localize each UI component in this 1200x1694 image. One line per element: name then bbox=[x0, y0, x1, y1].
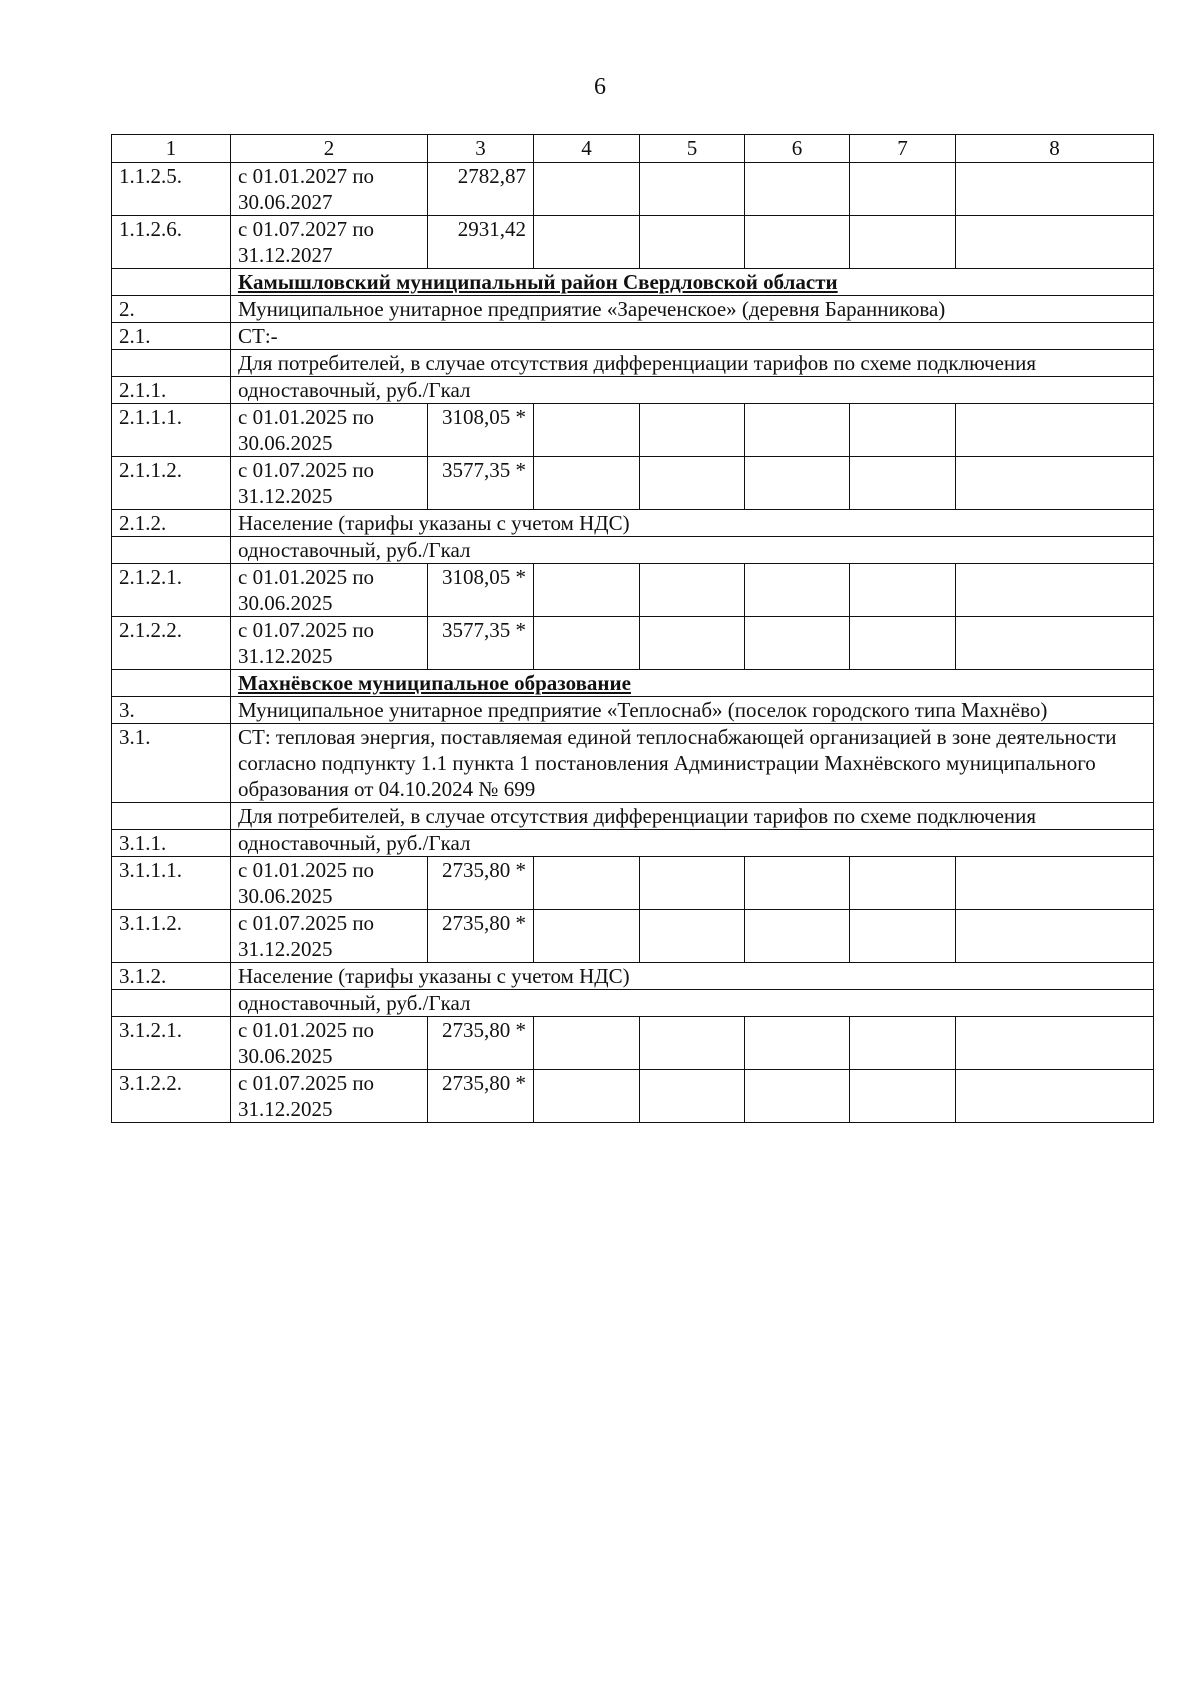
tariff-value-cell: 2782,87 bbox=[428, 163, 534, 216]
row-number-cell: 2.1.2.1. bbox=[112, 564, 231, 617]
tariff-value-cell: 2735,80 * bbox=[428, 1070, 534, 1123]
empty-cell bbox=[956, 216, 1154, 269]
empty-cell bbox=[956, 404, 1154, 457]
empty-cell bbox=[534, 617, 640, 670]
empty-cell bbox=[640, 1070, 745, 1123]
empty-cell bbox=[850, 457, 956, 510]
table-row bbox=[112, 377, 1154, 404]
description-cell: одноставочный, руб./Гкал bbox=[231, 537, 1154, 564]
empty-cell bbox=[745, 163, 850, 216]
table-row bbox=[112, 510, 1154, 537]
row-number-cell bbox=[112, 803, 231, 830]
column-header: 2 bbox=[231, 135, 428, 163]
empty-cell bbox=[850, 617, 956, 670]
row-number-cell: 3.1.1.1. bbox=[112, 857, 231, 910]
empty-cell bbox=[640, 857, 745, 910]
empty-cell bbox=[640, 1017, 745, 1070]
empty-cell bbox=[745, 404, 850, 457]
description-cell: СТ:- bbox=[231, 323, 1154, 350]
empty-cell bbox=[640, 457, 745, 510]
row-number-cell: 3.1.2.1. bbox=[112, 1017, 231, 1070]
section-row bbox=[112, 670, 1154, 697]
column-header: 8 bbox=[956, 135, 1154, 163]
row-number-cell bbox=[112, 350, 231, 377]
row-number-cell: 3.1.1.2. bbox=[112, 910, 231, 963]
column-header: 6 bbox=[745, 135, 850, 163]
empty-cell bbox=[534, 457, 640, 510]
period-cell: с 01.07.2025 по 31.12.2025 bbox=[231, 457, 428, 510]
period-cell: с 01.07.2025 по 31.12.2025 bbox=[231, 1070, 428, 1123]
tariff-value-cell: 3577,35 * bbox=[428, 457, 534, 510]
row-number-cell: 2.1.1.2. bbox=[112, 457, 231, 510]
empty-cell bbox=[850, 1017, 956, 1070]
page-number: 6 bbox=[594, 74, 606, 100]
description-cell: Для потребителей, в случае отсутствия дифференциации тарифов по схеме подключения bbox=[231, 350, 1154, 377]
row-number-cell: 3. bbox=[112, 697, 231, 724]
row-number-cell: 3.1.2.2. bbox=[112, 1070, 231, 1123]
row-number-cell bbox=[112, 537, 231, 564]
table-row bbox=[112, 323, 1154, 350]
table-header-row bbox=[112, 135, 1154, 163]
row-number-cell: 2.1.2. bbox=[112, 510, 231, 537]
description-cell: Для потребителей, в случае отсутствия дифференциации тарифов по схеме подключения bbox=[231, 803, 1154, 830]
table-row bbox=[112, 457, 1154, 510]
row-number-cell: 2.1. bbox=[112, 323, 231, 350]
table-row bbox=[112, 697, 1154, 724]
empty-cell bbox=[534, 216, 640, 269]
empty-cell bbox=[745, 1070, 850, 1123]
empty-cell bbox=[640, 216, 745, 269]
column-header: 7 bbox=[850, 135, 956, 163]
empty-cell bbox=[534, 910, 640, 963]
empty-cell bbox=[850, 216, 956, 269]
column-header: 3 bbox=[428, 135, 534, 163]
description-cell: Муниципальное унитарное предприятие «Теплоснаб» (поселок городского типа Махнёво) bbox=[231, 697, 1154, 724]
period-cell: с 01.07.2025 по 31.12.2025 bbox=[231, 910, 428, 963]
empty-cell bbox=[534, 1070, 640, 1123]
empty-cell bbox=[534, 1017, 640, 1070]
table-row bbox=[112, 350, 1154, 377]
empty-cell bbox=[745, 857, 850, 910]
table-row bbox=[112, 537, 1154, 564]
row-number-cell: 1.1.2.5. bbox=[112, 163, 231, 216]
table-row bbox=[112, 404, 1154, 457]
empty-cell bbox=[640, 617, 745, 670]
table-row bbox=[112, 803, 1154, 830]
period-cell: с 01.01.2025 по 30.06.2025 bbox=[231, 404, 428, 457]
empty-cell bbox=[640, 404, 745, 457]
period-cell: с 01.07.2025 по 31.12.2025 bbox=[231, 617, 428, 670]
empty-cell bbox=[956, 1017, 1154, 1070]
table-row bbox=[112, 296, 1154, 323]
empty-cell bbox=[745, 564, 850, 617]
tariff-value-cell: 3577,35 * bbox=[428, 617, 534, 670]
period-cell: с 01.01.2027 по 30.06.2027 bbox=[231, 163, 428, 216]
column-header: 5 bbox=[640, 135, 745, 163]
period-cell: с 01.07.2027 по 31.12.2027 bbox=[231, 216, 428, 269]
tariff-value-cell: 3108,05 * bbox=[428, 564, 534, 617]
empty-cell bbox=[534, 857, 640, 910]
row-number-cell: 3.1.1. bbox=[112, 830, 231, 857]
description-cell: Муниципальное унитарное предприятие «Зареченское» (деревня Баранникова) bbox=[231, 296, 1154, 323]
column-header: 4 bbox=[534, 135, 640, 163]
description-cell: Население (тарифы указаны с учетом НДС) bbox=[231, 963, 1154, 990]
empty-cell bbox=[956, 564, 1154, 617]
description-cell: одноставочный, руб./Гкал bbox=[231, 830, 1154, 857]
tariff-value-cell: 3108,05 * bbox=[428, 404, 534, 457]
empty-cell bbox=[956, 457, 1154, 510]
empty-cell bbox=[745, 457, 850, 510]
empty-cell bbox=[640, 910, 745, 963]
description-cell: одноставочный, руб./Гкал bbox=[231, 377, 1154, 404]
table-row bbox=[112, 910, 1154, 963]
row-number-cell: 2.1.1.1. bbox=[112, 404, 231, 457]
row-number-cell: 3.1.2. bbox=[112, 963, 231, 990]
row-number-cell: 2. bbox=[112, 296, 231, 323]
period-cell: с 01.01.2025 по 30.06.2025 bbox=[231, 564, 428, 617]
description-cell: Население (тарифы указаны с учетом НДС) bbox=[231, 510, 1154, 537]
table-row bbox=[112, 963, 1154, 990]
empty-cell bbox=[534, 404, 640, 457]
empty-cell bbox=[850, 404, 956, 457]
description-cell: СТ: тепловая энергия, поставляемая единой теплоснабжающей организацией в зоне деятельности согласно подпункту 1.1 пункта 1 постановления Администрации Махнёвского муниципального образования от 04.10.2024 № 699 bbox=[231, 724, 1154, 803]
section-title-cell: Камышловский муниципальный район Свердловской области bbox=[231, 269, 1154, 296]
empty-cell bbox=[745, 1017, 850, 1070]
table-row bbox=[112, 617, 1154, 670]
table-row bbox=[112, 830, 1154, 857]
table-row bbox=[112, 857, 1154, 910]
empty-cell bbox=[956, 857, 1154, 910]
row-number-cell: 1.1.2.6. bbox=[112, 216, 231, 269]
tariff-value-cell: 2735,80 * bbox=[428, 910, 534, 963]
row-number-cell bbox=[112, 670, 231, 697]
tariff-value-cell: 2931,42 bbox=[428, 216, 534, 269]
row-number-cell: 2.1.2.2. bbox=[112, 617, 231, 670]
empty-cell bbox=[956, 617, 1154, 670]
empty-cell bbox=[956, 1070, 1154, 1123]
row-number-cell: 3.1. bbox=[112, 724, 231, 803]
empty-cell bbox=[534, 163, 640, 216]
empty-cell bbox=[850, 1070, 956, 1123]
empty-cell bbox=[534, 564, 640, 617]
empty-cell bbox=[956, 163, 1154, 216]
section-title-cell: Махнёвское муниципальное образование bbox=[231, 670, 1154, 697]
period-cell: с 01.01.2025 по 30.06.2025 bbox=[231, 857, 428, 910]
row-number-cell bbox=[112, 990, 231, 1017]
empty-cell bbox=[745, 617, 850, 670]
empty-cell bbox=[956, 910, 1154, 963]
table-row bbox=[112, 564, 1154, 617]
empty-cell bbox=[640, 163, 745, 216]
empty-cell bbox=[850, 564, 956, 617]
empty-cell bbox=[745, 216, 850, 269]
period-cell: с 01.01.2025 по 30.06.2025 bbox=[231, 1017, 428, 1070]
row-number-cell: 2.1.1. bbox=[112, 377, 231, 404]
table-row bbox=[112, 216, 1154, 269]
tariff-value-cell: 2735,80 * bbox=[428, 1017, 534, 1070]
empty-cell bbox=[850, 857, 956, 910]
description-cell: одноставочный, руб./Гкал bbox=[231, 990, 1154, 1017]
tariff-value-cell: 2735,80 * bbox=[428, 857, 534, 910]
empty-cell bbox=[640, 564, 745, 617]
empty-cell bbox=[850, 163, 956, 216]
section-row bbox=[112, 269, 1154, 296]
empty-cell bbox=[850, 910, 956, 963]
empty-cell bbox=[745, 910, 850, 963]
column-header: 1 bbox=[112, 135, 231, 163]
table-row bbox=[112, 163, 1154, 216]
tariff-table bbox=[111, 134, 1154, 1123]
table-row bbox=[112, 724, 1154, 803]
table-row bbox=[112, 1017, 1154, 1070]
table-row bbox=[112, 1070, 1154, 1123]
row-number-cell bbox=[112, 269, 231, 296]
table-row bbox=[112, 990, 1154, 1017]
